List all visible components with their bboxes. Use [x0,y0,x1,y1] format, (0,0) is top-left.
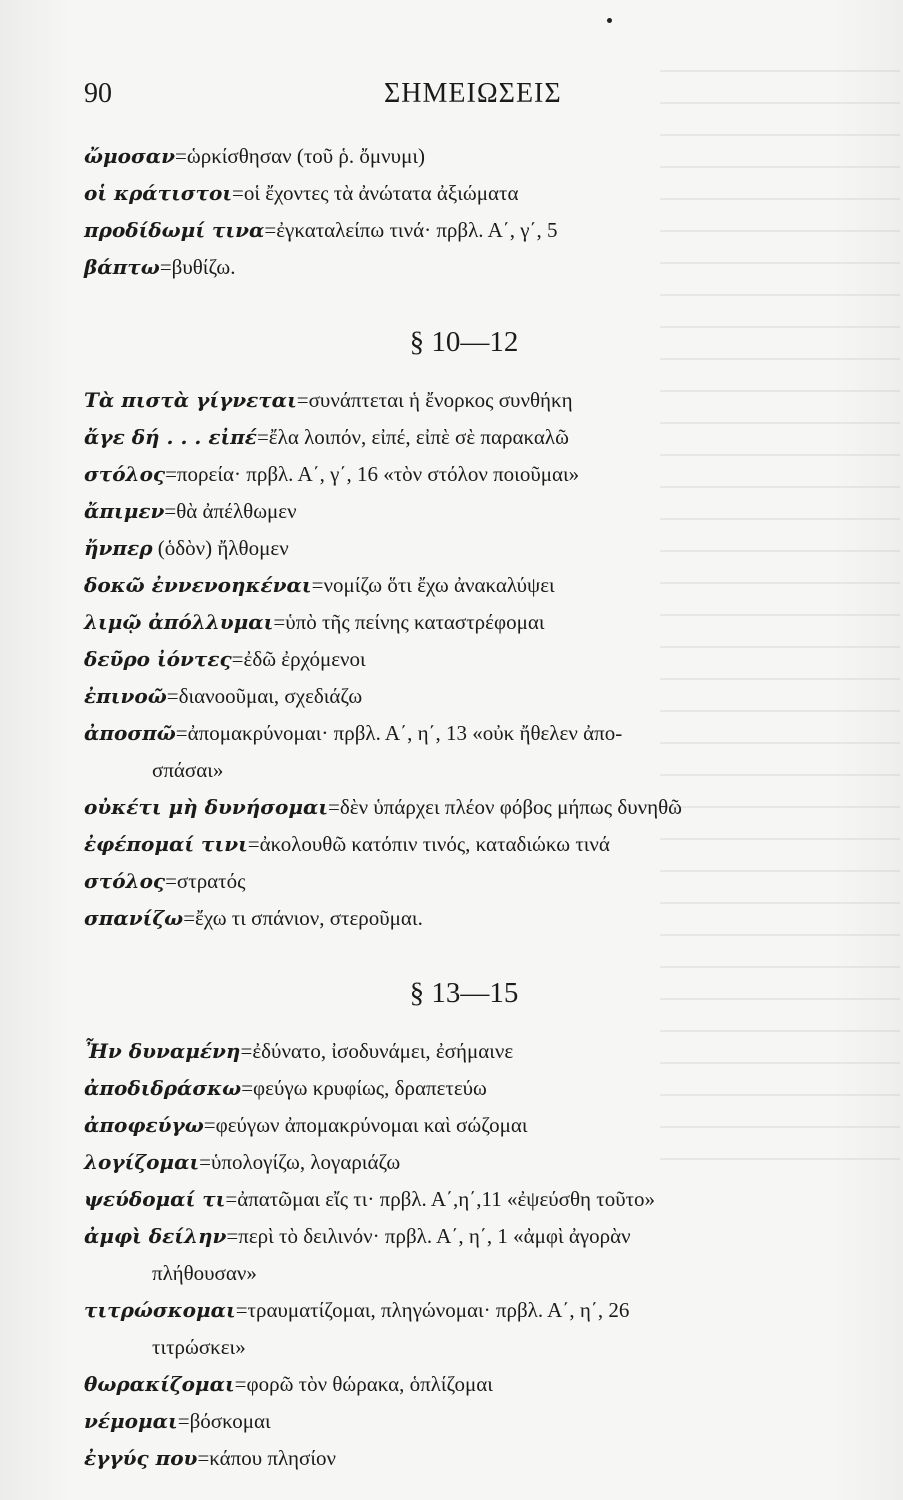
gloss-term: ἐγγύς που [84,1446,198,1470]
gloss-entry [84,826,844,863]
gloss-definition: =συνάπτεται ἡ ἔνορκος συνθήκη [296,388,573,412]
gloss-term: ἀποσπῶ [84,721,176,745]
gloss-term: ἐφέπομαί τινι [84,832,248,856]
gloss-definition: =ἀπομακρύνομαι· πρβλ. Α΄, η΄, 13 «οὐκ ἤθελεν ἀπο- [175,721,623,745]
gloss-term: ψεύδομαί τι [84,1187,226,1211]
gloss-entry [84,1181,844,1218]
page-number: 90 [84,78,112,109]
notes-block-2 [84,382,844,937]
gloss-entry [84,382,844,419]
gloss-term: σπανίζω [84,906,184,930]
gloss-term: θωρακίζομαι [84,1372,235,1396]
gloss-entry [84,419,844,456]
gloss-definition: =περὶ τὸ δειλινόν· πρβλ. Α΄, η΄, 1 «ἀμφὶ ἀγορὰν [226,1224,631,1248]
gloss-term: τιτρώσκομαι [84,1298,236,1322]
gloss-definition: =πορεία· πρβλ. Α΄, γ΄, 16 «τὸν στόλον ποιοῦμαι» [165,462,580,486]
running-title: ΣΗΜΕΙΩΣΕΙΣ [384,78,562,109]
gloss-definition: =ἔλα λοιπόν, εἰπέ, εἰπὲ σὲ παρακαλῶ [256,425,569,449]
gloss-definition: (ὁδὸν) ἤλθομεν [152,536,289,560]
gloss-entry [84,249,844,286]
gloss-term: δεῦρο ἰόντες [84,647,232,671]
gloss-term: Ἦν δυναμένη [84,1039,241,1063]
gloss-continuation: πλήθουσαν» [152,1261,257,1285]
page-header [84,78,784,118]
gloss-entry [84,678,844,715]
gloss-entry [84,1107,844,1144]
gloss-entry [84,604,844,641]
gloss-term: στόλος [84,869,166,893]
gloss-term: ἀμφὶ δείλην [84,1224,227,1248]
gloss-term: ἄγε δή . . . εἰπέ [84,425,257,449]
gloss-term: ἐπινοῶ [84,684,167,708]
gloss-definition: =οἱ ἔχοντες τὰ ἀνώτατα ἀξιώματα [232,181,519,205]
gloss-entry [84,1440,844,1477]
gloss-term: λογίζομαι [84,1150,200,1174]
gloss-entry [84,530,844,567]
gloss-definition: =δὲν ὑπάρχει πλέον φόβος μήπως δυνηθῶ [328,795,682,819]
gloss-term: στόλος [84,462,166,486]
gloss-entry [84,789,844,826]
gloss-entry [84,456,844,493]
gloss-definition: =φεύγων ἀπομακρύνομαι καὶ σώζομαι [203,1113,528,1137]
section-heading-10-12: § 10—12 [409,326,519,358]
gloss-entry [84,175,844,212]
gloss-continuation: σπάσαι» [152,758,224,782]
gloss-definition: =διανοοῦμαι, σχεδιάζω [166,684,363,708]
gloss-entry [84,863,844,900]
gloss-term: ἤνπερ [84,536,153,560]
gloss-entry [84,1144,844,1181]
gloss-definition: =νομίζω ὅτι ἔχω ἀνακαλύψει [311,573,555,597]
notes-block-3 [84,1033,844,1477]
gloss-definition: =ἔχω τι σπάνιον, στεροῦμαι. [183,906,423,930]
gloss-entry [84,1403,844,1440]
gloss-entry [84,900,844,937]
gloss-entry [84,1033,844,1070]
gloss-term: Τὰ πιστὰ γίγνεται [84,388,297,412]
gloss-definition: =ἐδύνατο, ἰσοδυνάμει, ἐσήμαινε [240,1039,514,1063]
gloss-definition: =φορῶ τὸν θώρακα, ὁπλίζομαι [234,1372,493,1396]
notes-block-1 [84,138,844,286]
gloss-term: προδίδωμί τινα [84,218,265,242]
gloss-definition: =ἀπατῶμαι εἴς τι· πρβλ. Α΄,η΄,11 «ἐψεύσθη τοῦτο» [225,1187,656,1211]
gloss-entry [84,138,844,175]
gloss-definition: =τραυματίζομαι, πληγώνομαι· πρβλ. Α΄, η΄, 26 [235,1298,630,1322]
gloss-definition: =ἐδῶ ἐρχόμενοι [231,647,366,671]
gloss-continuation: τιτρώσκει» [152,1335,246,1359]
gloss-definition: =φεύγω κρυφίως, δραπετεύω [241,1076,487,1100]
gloss-definition: =ὑπὸ τῆς πείνης καταστρέφομαι [273,610,545,634]
gloss-entry [84,715,844,789]
gloss-entry [84,641,844,678]
gloss-entry [84,1366,844,1403]
gloss-term: οὐκέτι μὴ δυνήσομαι [84,795,329,819]
gloss-term: λιμῷ ἀπόλλυμαι [84,610,274,634]
gloss-entry [84,567,844,604]
gloss-term: οἱ κράτιστοι [84,181,233,205]
gloss-term: ὤμοσαν [84,144,176,168]
ink-speck [607,18,612,23]
gloss-term: ἀποδιδράσκω [84,1076,242,1100]
gloss-entry [84,1292,844,1366]
gloss-definition: =βόσκομαι [177,1409,271,1433]
gloss-definition: =ἀκολουθῶ κατόπιν τινός, καταδιώκω τινά [247,832,610,856]
gloss-entry [84,1218,844,1292]
gloss-term: βάπτω [84,255,160,279]
notes-body [84,138,844,1477]
gloss-definition: =ὑπολογίζω, λογαριάζω [199,1150,401,1174]
gloss-entry [84,493,844,530]
gloss-definition: =βυθίζω. [159,255,236,279]
gloss-definition: =ὡρκίσθησαν (τοῦ ῥ. ὄμνυμι) [175,144,425,168]
section-heading-13-15: § 13—15 [409,977,519,1009]
gloss-term: δοκῶ ἐννενοηκέναι [84,573,312,597]
gloss-definition: =στρατός [165,869,246,893]
gloss-term: ἀποφεύγω [84,1113,204,1137]
gloss-term: νέμομαι [84,1409,178,1433]
gloss-term: ἄπιμεν [84,499,165,523]
gloss-entry [84,212,844,249]
gloss-entry [84,1070,844,1107]
gloss-definition: =θὰ ἀπέλθωμεν [164,499,297,523]
gloss-definition: =ἐγκαταλείπω τινά· πρβλ. Α΄, γ΄, 5 [264,218,558,242]
gloss-definition: =κάπου πλησίον [197,1446,336,1470]
